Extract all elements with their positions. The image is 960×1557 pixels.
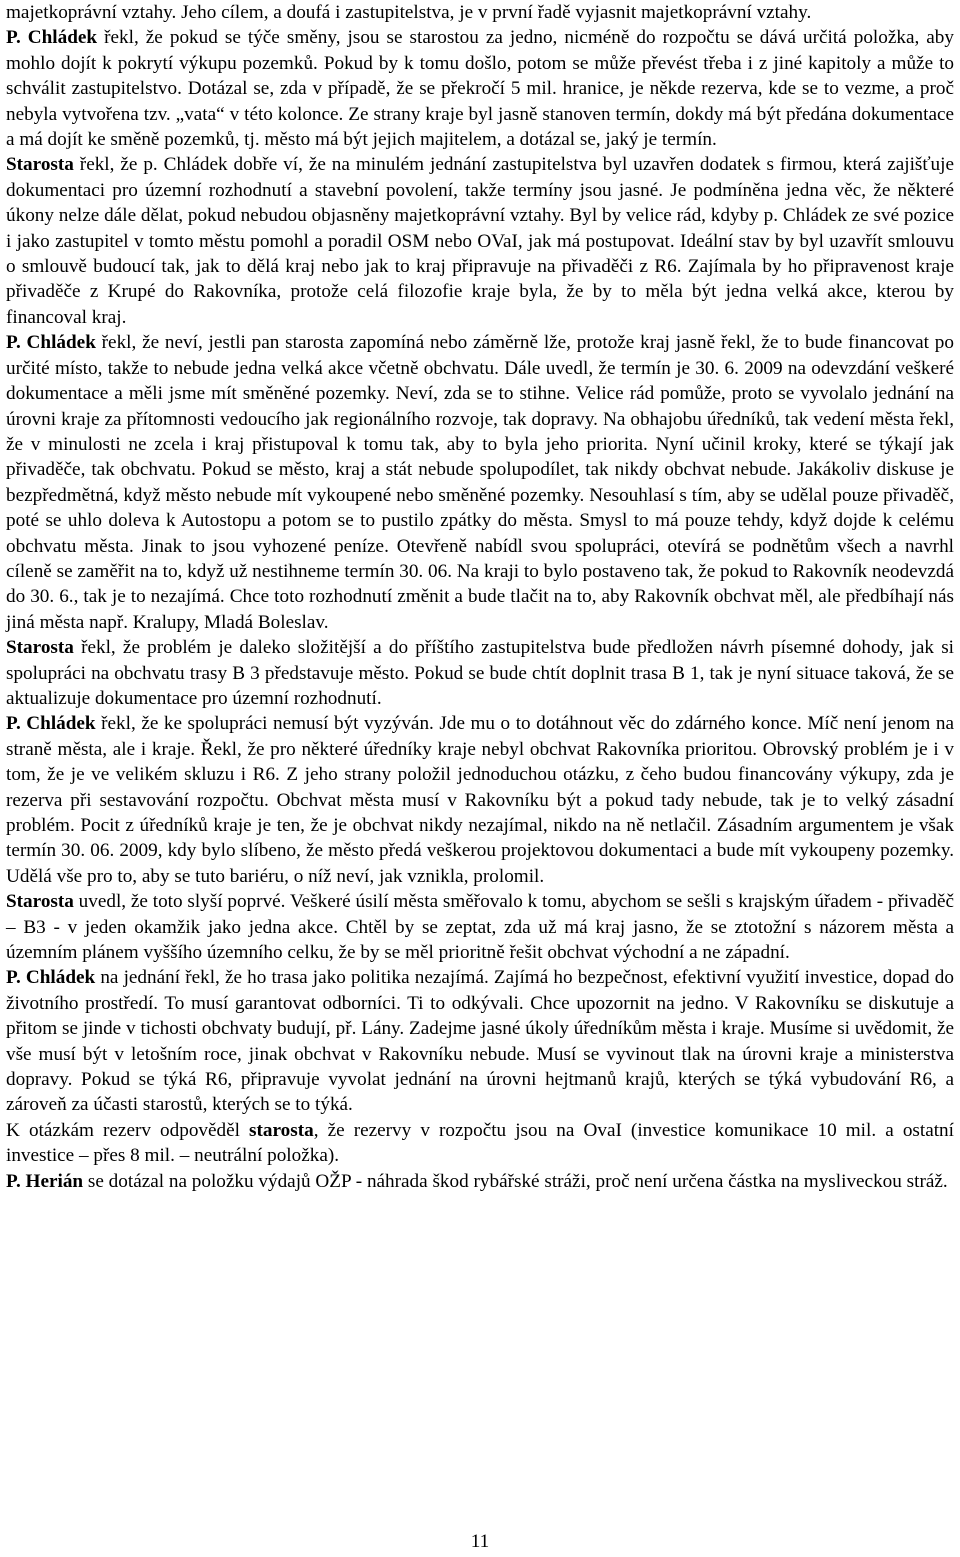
paragraph-3 [6, 152, 954, 330]
paragraph-5 [6, 635, 954, 711]
paragraph-text: řekl, že problém je daleko složitější a do příštího zastupitelstva bude předložen návrh písemné dohody, jak si spolupráci na obchvatu trasy B 3 představuje město. Pokud se bude chtít doplnit trasa B 1, tak je nyní situace taková, že se aktualizuje dokumentace pro územní rozhodnutí. [6, 637, 954, 709]
speaker-name: P. Chládek [6, 967, 96, 989]
paragraph-text: řekl, že ke spolupráci nemusí být vyzýván. Jde mu o to dotáhnout věc do zdárného konce. Míč není jenom na straně města, ale i kraje. Řekl, že pro některé úředníky kraje nebyl obchvat Rakovníka prioritou. Obrovský problém je i v tom, že je ve velikém skluzu i R6. Z jeho strany položil jednoduchou otázku, z čeho budou financovány výkupy, zda je rezerva při sestavování rozpočtu. Obchvat města musí v Rakovníku být a pokud tady nebude, tak je to velký zásadní problém. Pocit z úředníků kraje je ten, že je obchvat nikdy nezajímal, nikdo na ně netlačil. Zásadním argumentem je však termín 30. 06. 2009, kdy bylo slíbeno, že město předá veškerou projektovou dokumentaci a bude mít vykoupeny pozemky. Udělá vše pro to, aby se tuto bariéru, o níž neví, jak vznikla, prolomil. [6, 713, 954, 887]
paragraph-text: se dotázal na položku výdajů OŽP - náhrada škod rybářské stráži, proč není určena částka na mysliveckou stráž. [83, 1170, 948, 1192]
paragraph-text: řekl, že p. Chládek dobře ví, že na minulém jednání zastupitelstva byl uzavřen dodatek s firmou, která zajišťuje dokumentaci pro územní rozhodnutí a stavební povolení, takže termíny jsou jasné. Je podmíněna jedna věc, že některé úkony nelze dále dělat, pokud nebudou objasněny majetkoprávní vztahy. Byl by velice rád, kdyby p. Chládek ze své pozice i jako zastupitel v tomto městu pomohl a poradil OSM nebo OVaI, jak má postupovat. Ideální stav by byl uzavřít smlouvu o smlouvě budoucí tak, jak to dělá kraj nebo jak to kraj připravuje na přivaděči z R6. Zajímala by ho připravenost kraje přivaděče z Krupé do Rakovníka, protože celá filozofie kraje byla, že by to měla být jedna velká akce, kterou by financoval kraj. [6, 154, 954, 328]
paragraph-text: uvedl, že toto slyší poprvé. Veškeré úsilí města směřovalo k tomu, abychom se sešli s krajským úřadem - přivaděč – B3 - v jeden okamžik jako jedna akce. Chtěl by se zeptat, zda už má kraj jasno, že se ztotožní s názorem města a územním plánem vyššího územního celku, že by se měl prioritně řešit obchvat východní a ne západní. [6, 891, 954, 964]
paragraph-9 [6, 1118, 954, 1169]
speaker-name: P. Chládek [6, 332, 96, 354]
paragraph-text: řekl, že neví, jestli pan starosta zapomíná nebo záměrně lže, protože kraj jasně řekl, že to bude financovat po určité místo, takže to nebude jedna velká akce včetně obchvatu. Dále uvedl, že termín je 30. 6. 2009 na odevzdání veškeré dokumentace a měli jsme mít směněné pozemky. Neví, zda se to stihne. Velice rád pomůže, proto se vyvolalo jednání na úrovni kraje za přítomnosti vedoucího jak regionálního rozvoje, tak dopravy. Na obhajobu úředníků, tak vedení města řekl, že v minulosti ne zcela i kraj přistupoval k tomu tak, aby to byla jeho priorita. Nyní učinil kroky, které se týkají jak přivaděče, tak obchvatu. Pokud se město, kraj a stát nebude spolupodílet, tak nikdy obchvat nebude. Jakákoliv diskuse je bezpředmětná, když město nebude mít vykoupené nebo směněné pozemky. Nesouhlasí s tím, aby se udělal pouze přivaděč, poté se uhlo doleva k Autostopu a potom se to pustilo zpátky do města. Smysl to má pouze tehdy, když dojde k celému obchvatu města. Jinak to jsou vyhozené peníze. Otevřeně nabídl svou spolupráci, otevírá se podnětům všech a navrhl cíleně se zaměřit na to, když už nestihneme termín 30. 06. Na kraji to bylo postaveno tak, že pokud to Rakovník neodevzdá do 30. 6., tak je to nezajímá. Chce toto rozhodnutí změnit a bude tlačit na to, aby Rakovník obchvat měl, ale předbíhají nás jiná města např. Kralupy, Mladá Boleslav. [6, 332, 954, 633]
speaker-name: P. Chládek [6, 27, 98, 49]
speaker-name: starosta [249, 1119, 314, 1141]
paragraph-4 [6, 330, 954, 635]
paragraph-1 [6, 0, 954, 25]
paragraph-text-continued: , že rezervy v rozpočtu jsou na OvaI (investice komunikace 10 mil. a ostatní investice – přes 8 mil. – neutrální položka). [6, 1119, 954, 1167]
paragraph-8 [6, 965, 954, 1117]
paragraph-text: řekl, že pokud se týče směny, jsou se starostou za jedno, nicméně do rozpočtu se dává určitá položka, aby mohlo dojít k pokrytí výkupu pozemků. Pokud by k tomu došlo, potom se může převést třeba i z jiné kapitoly a může to schválit zastupitelstvo. Dotázal se, zda v případě, že se překročí 5 mil. hranice, je někde rezerva, kde se to vezme, a proč nebyla vytvořena tzv. „vata“ v této kolonce. Ze strany kraje byl jasně stanoven termín, dokdy má být předána dokumentace a má dojít ke směně pozemků, tj. město má být jejich majitelem, a dotázal se, jaký je termín. [6, 27, 954, 151]
speaker-name: P. Herián [6, 1170, 84, 1192]
paragraph-7 [6, 889, 954, 965]
paragraph-10 [6, 1169, 954, 1194]
speaker-name: Starosta [6, 154, 74, 176]
paragraph-2 [6, 25, 954, 152]
speaker-name: Starosta [6, 891, 74, 913]
page-number: 11 [470, 1531, 490, 1552]
speaker-name: P. Chládek [6, 713, 96, 735]
paragraph-text: K otázkám rezerv odpověděl [6, 1119, 250, 1141]
paragraph-6 [6, 711, 954, 889]
speaker-name: Starosta [6, 637, 74, 659]
paragraph-text: majetkoprávní vztahy. Jeho cílem, a doufá i zastupitelstva, je v první řadě vyjasnit majetkoprávní vztahy. [6, 2, 812, 23]
document-page [6, 0, 954, 1194]
paragraph-text: na jednání řekl, že ho trasa jako politika nezajímá. Zajímá ho bezpečnost, efektivní využití investice, dopad do životního prostředí. To musí garantovat odborníci. Ti to odkývali. Chce upozornit na jedno. V Rakovníku se diskutuje a přitom se jinde v tichosti obchvaty budují, př. Lány. Zadejme jasné úkoly úředníkům města i kraje. Musíme si uvědomit, že vše musí být v letošním roce, jinak obchvat v Rakovníku nebude. Musí se vyvinout tlak na úrovni kraje a ministerstva dopravy. Pokud se týká R6, připravuje vyvolat jednání na úrovni hejtmanů krajů, kterých se týká vybudování R6, a zároveň za účasti starostů, kterých se to týká. [6, 967, 954, 1116]
